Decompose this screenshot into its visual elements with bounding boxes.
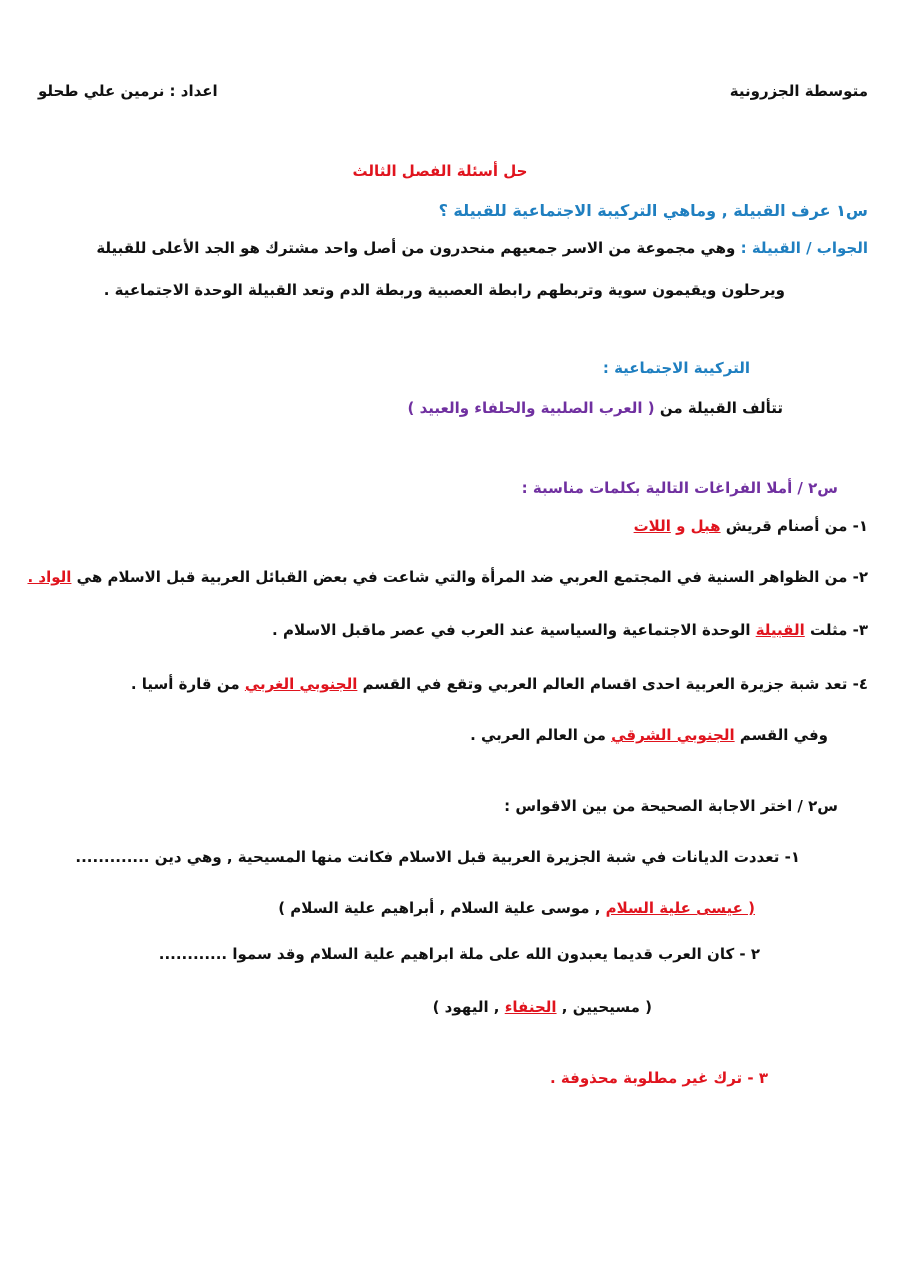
school-name: متوسطة الجزرونية bbox=[729, 82, 868, 100]
q1-answer-line2: ويرحلون ويقيمون سوية وتربطهم رابطة العصبية وربطة الدم وتعد القبيلة الوحدة الاجتماعية . bbox=[103, 281, 785, 299]
author: اعداد : نرمين علي طحلو bbox=[38, 82, 218, 100]
q3-choice-2-options bbox=[433, 996, 652, 1018]
answer: القبيلة bbox=[755, 621, 805, 639]
item-text: من قارة أسيا . bbox=[130, 675, 245, 693]
q3-heading: س٢ / اختر الاجابة الصحيحة من بين الاقواس : bbox=[504, 797, 838, 815]
correct-option: ( عيسى علية السلام bbox=[605, 899, 755, 917]
answer: اللات bbox=[633, 517, 671, 535]
q1-answer-line1 bbox=[96, 237, 868, 259]
item-text: ٣- مثلت bbox=[804, 621, 868, 639]
item-text: ١- من أصنام قريش bbox=[720, 517, 868, 535]
item-text: ٤- تعد شبة جزيرة العربية احدى اقسام العالم العربي وتقع في القسم bbox=[357, 675, 868, 693]
q2-item-5 bbox=[470, 724, 828, 746]
q3-choice-1: ١- تعددت الديانات في شبة الجزيرة العربية قبل الاسلام فكانت منها المسيحية , وهي دين ............. bbox=[75, 848, 800, 866]
item-text: ٢- من الظواهر السنية في المجتمع العربي ضد المرأة والتي شاعت في بعض القبائل العربية قبل الاسلام هي bbox=[71, 568, 868, 586]
q1-question: س١ عرف القبيلة , وماهي التركيبة الاجتماعية للقبيلة ؟ bbox=[438, 201, 868, 220]
other-options: , اليهود ) bbox=[432, 998, 505, 1016]
item-text: من العالم العربي . bbox=[470, 726, 612, 744]
structure-prefix: تتألف القبيلة من bbox=[654, 399, 783, 417]
q2-heading: س٢ / أملا الفراغات التالية بكلمات مناسبة : bbox=[521, 479, 838, 497]
item-text: وفي القسم bbox=[734, 726, 828, 744]
answer: الواد . bbox=[27, 568, 72, 586]
q2-item-2 bbox=[27, 566, 868, 588]
other-options: ( مسيحيين , bbox=[556, 998, 652, 1016]
conjunction: و bbox=[670, 517, 691, 535]
structure-line bbox=[408, 397, 783, 419]
structure-heading: التركيبة الاجتماعية : bbox=[602, 359, 750, 377]
other-options: , موسى علية السلام , أبراهيم علية السلام ) bbox=[278, 899, 606, 917]
item-text: الوحدة الاجتماعية والسياسية عند العرب في عصر ماقبل الاسلام . bbox=[272, 621, 756, 639]
structure-items: ( العرب الصلبية والحلفاء والعبيد ) bbox=[407, 399, 655, 417]
q3-choice-1-options bbox=[278, 897, 755, 919]
answer-text: وهي مجموعة من الاسر جمعيهم منحدرون من أصل واحد مشترك هو الجد الأعلى للقبيلة bbox=[96, 239, 741, 257]
correct-option: الحنفاء bbox=[504, 998, 557, 1016]
answer-label: الجواب / القبيلة : bbox=[740, 239, 868, 257]
answer: الجنوبي الشرقي bbox=[611, 726, 735, 744]
q2-item-1 bbox=[634, 515, 868, 537]
answer: هبل bbox=[690, 517, 721, 535]
answer: الجنوبي الغربي bbox=[244, 675, 358, 693]
q2-item-4 bbox=[131, 673, 868, 695]
q2-item-3 bbox=[272, 619, 868, 641]
q3-choice-3: ٣ - ترك غير مطلوبة محذوفة . bbox=[550, 1069, 768, 1087]
q3-choice-2: ٢ - كان العرب قديما يعبدون الله على ملة ابراهيم علية السلام وقد سموا ............ bbox=[158, 945, 760, 963]
page-title: حل أسئلة الفصل الثالث bbox=[352, 162, 528, 180]
